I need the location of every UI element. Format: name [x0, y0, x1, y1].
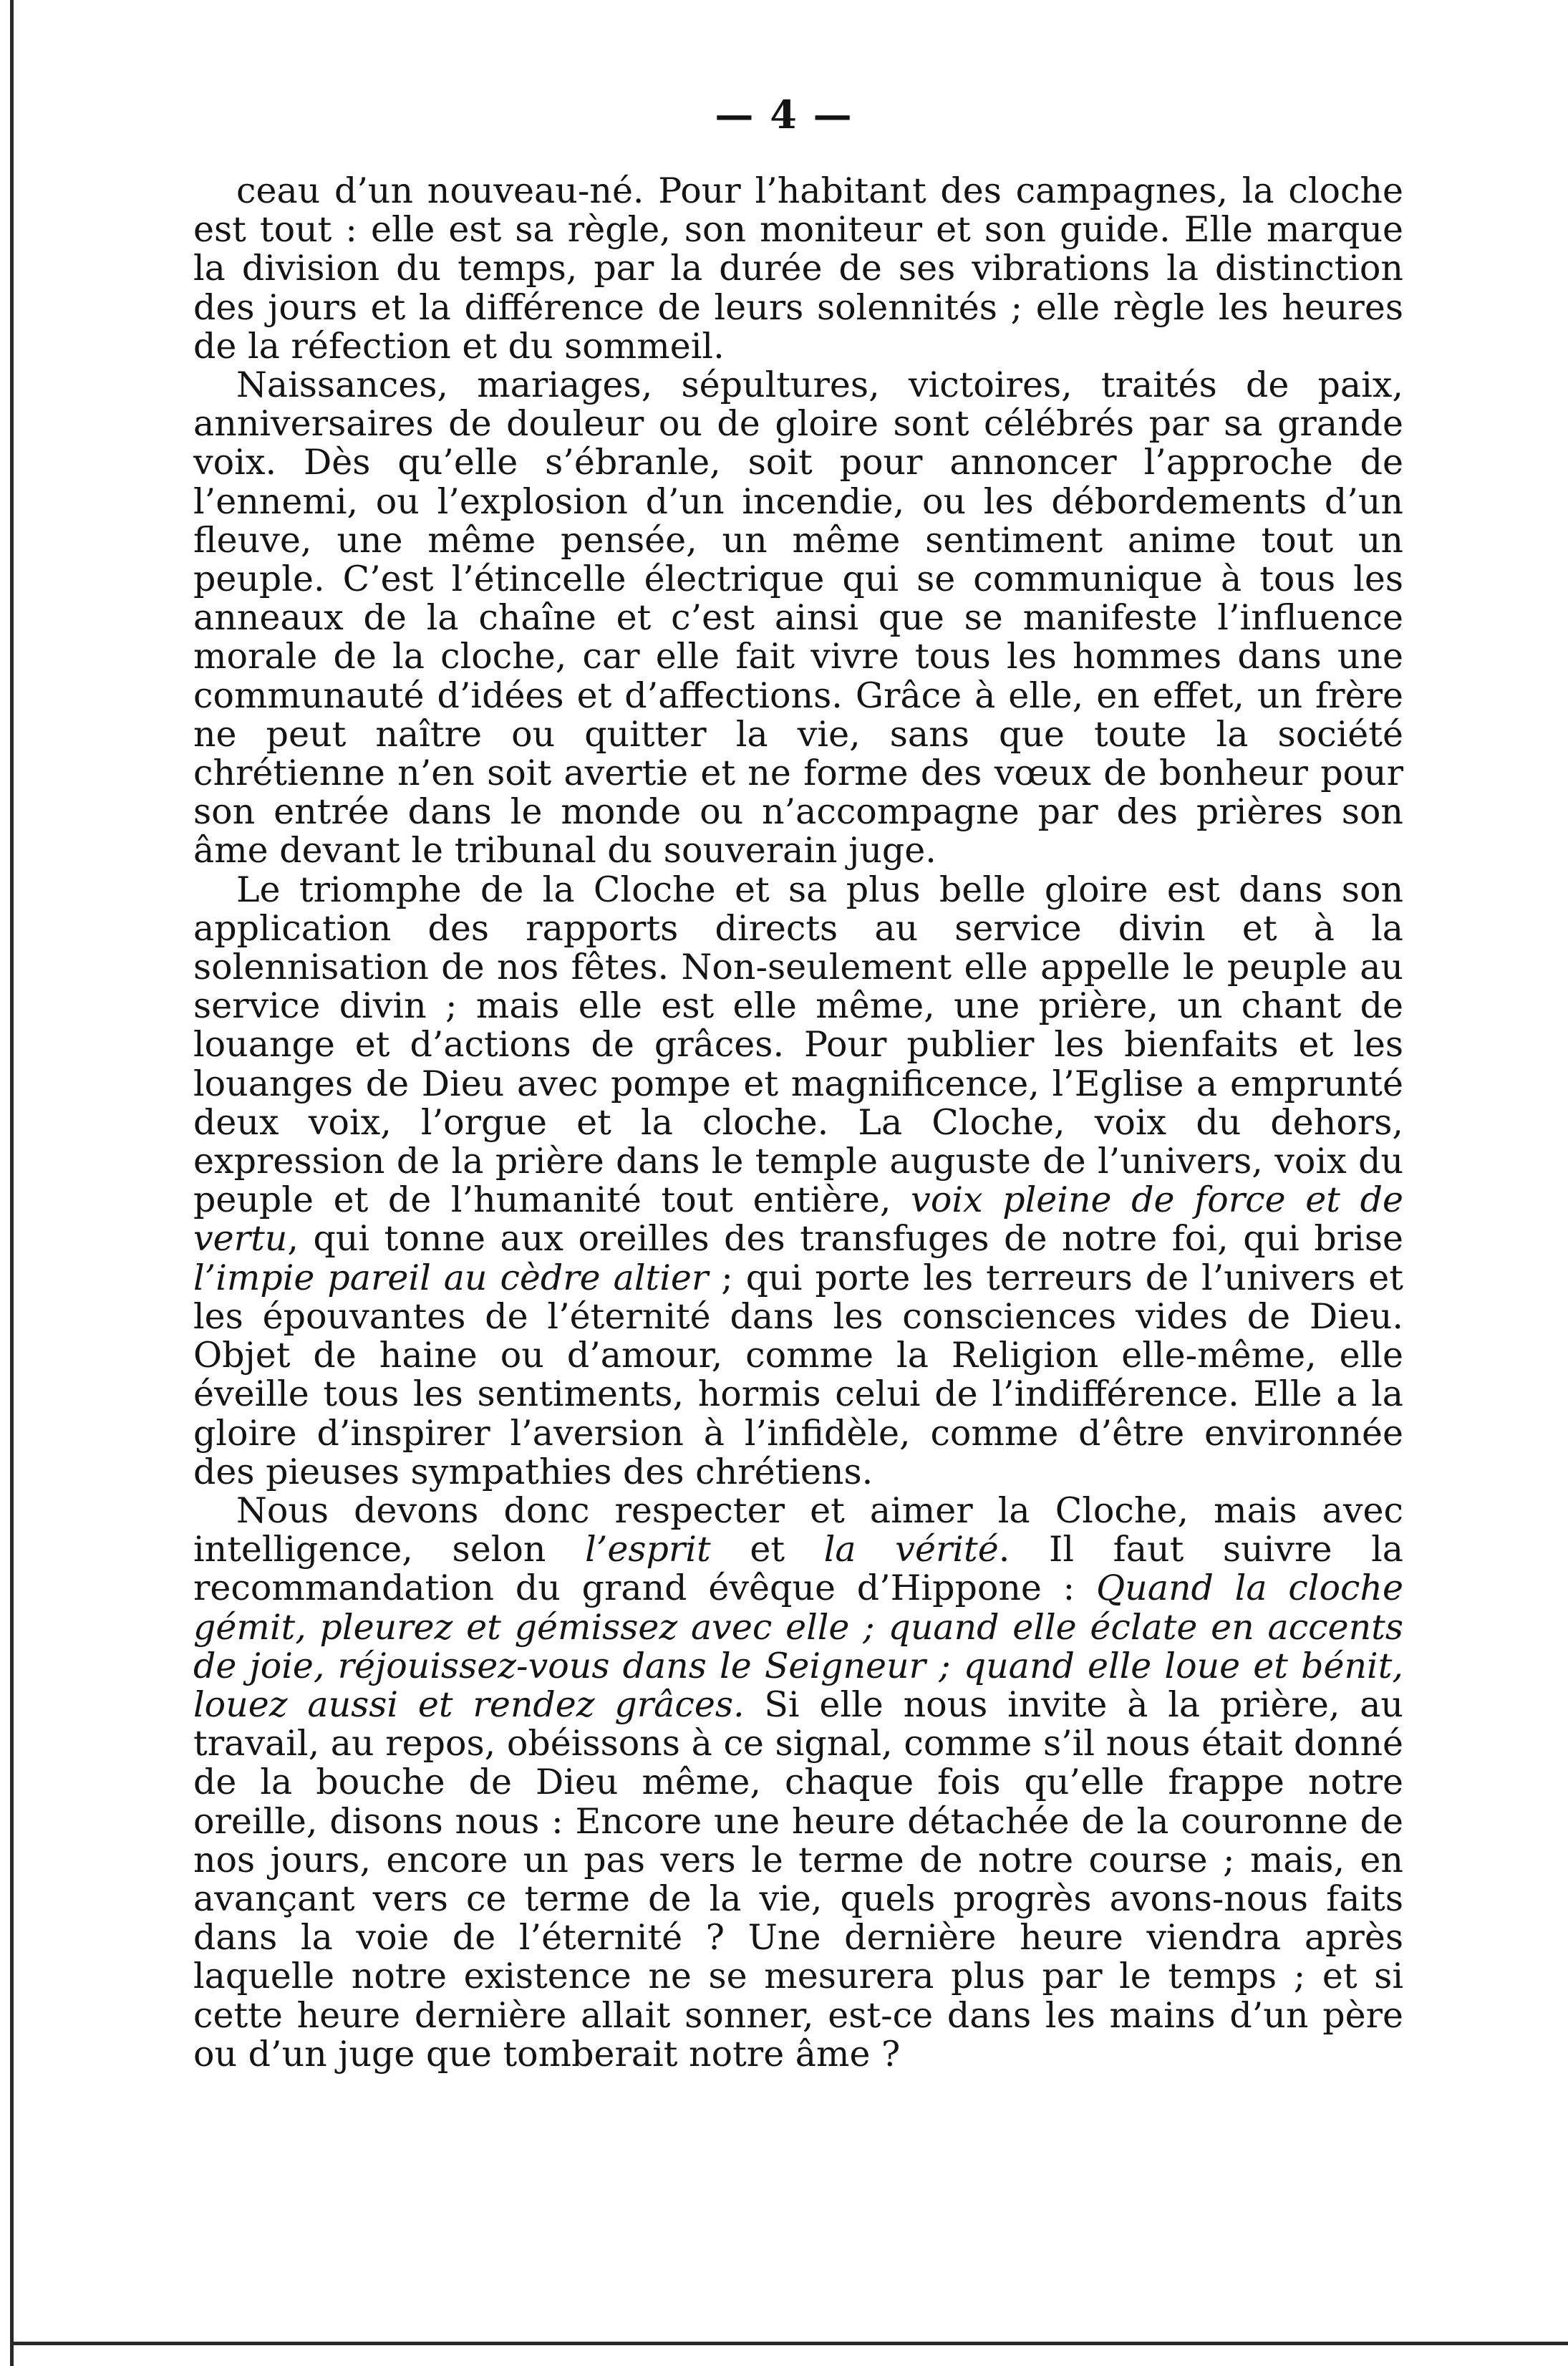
- italic-text-run: la vérité: [823, 1529, 999, 1570]
- paragraph-4: [193, 1489, 1403, 2075]
- text-run: Naissances, mariages, sépultures, victoires, traités de paix, anniversaires de douleur ou de gloire sont célébrés par sa grande voix. Dès qu’elle s’ébranle, soit pour annoncer l’approche de l’ennemi, ou l’explosion d’un incendie, ou les débordements d’un fleuve, une même pensée, un même sentiment anime tout un peuple. C’est l’étincelle électrique qui se communique à tous les anneaux de la chaîne et c’est ainsi que se manifeste l’influence morale de la cloche, car elle fait vivre tous les hommes dans une communauté d’idées et d’affections. Grâce à elle, en effet, un frère ne peut naître ou quitter la vie, sans que toute la société chrétienne n’en soit avertie et ne forme des vœux de bonheur pour son entrée dans le monde ou n’accompagne par des prières son âme devant le tribunal du souverain juge.: [193, 364, 1403, 871]
- text-run: Le triomphe de la Cloche et sa plus belle gloire est dans son application des rapports directs au service divin et à la solennisation de nos fêtes. Non-seulement elle appelle le peuple au service divin ; mais elle est elle même, une prière, un chant de louange et d’actions de grâces. Pour publier les bienfaits et les louanges de Dieu avec pompe et magnificence, l’Eglise a emprunté deux voix, l’orgue et la cloche. La Cloche, voix du dehors, expression de la prière dans le temple auguste de l’univers, voix du peuple et de l’humanité tout entière,: [193, 869, 1403, 1221]
- text-run: , qui tonne aux oreilles des transfuges de notre foi, qui brise: [287, 1218, 1403, 1260]
- text-run: et: [710, 1529, 824, 1570]
- text-run: ceau d’un nouveau-né. Pour l’habitant des campagnes, la cloche est tout : elle est sa règle, son moniteur et son guide. Elle marque la division du temps, par la durée de ses vibrations la distinction des jours et la différence de leurs solennités ; elle règle les heures de la réfection et du sommeil.: [193, 170, 1403, 367]
- text-run: Si elle nous invite à la prière, au travail, au repos, obéissons à ce signal, comme s’il nous était donné de la bouche de Dieu même, chaque fois qu’elle frappe notre oreille, disons nous : Encore une heure détachée de la couronne de nos jours, encore un pas vers le terme de notre course ; mais, en avançant vers ce terme de la vie, quels progrès avons-nous faits dans la voie de l’éternité ? Une dernière heure viendra après laquelle notre existence ne se mesurera plus par le temps ; et si cette heure dernière allait sonner, est-ce dans les mains d’un père ou d’un juge que tomberait notre âme ?: [193, 1684, 1403, 2075]
- page-number: — 4 —: [715, 92, 853, 137]
- paragraph-1: [193, 172, 1403, 366]
- page-edge-bottom: [10, 2342, 1568, 2345]
- paragraph-2: [193, 366, 1403, 871]
- text-run: Nous devons donc respecter et aimer la Cloche, mais avec intelligence, selon: [193, 1489, 1403, 1570]
- paragraph-3: [193, 871, 1403, 1492]
- italic-text-run: l’impie pareil au cèdre altier: [193, 1257, 709, 1298]
- italic-text-run: Quand la cloche gémit, pleurez et gémissez avec elle ; quand elle éclate en accents de joie, réjouissez-vous dans le Seigneur ; quand elle loue et bénit, louez aussi et rendez grâces.: [193, 1568, 1403, 1725]
- text-run: . Il faut suivre la recommandation du grand évêque d’Hippone :: [193, 1529, 1403, 1609]
- page-edge-left: [10, 0, 14, 2366]
- italic-text-run: voix pleine de force et de vertu: [193, 1179, 1403, 1260]
- text-run: ; qui porte les terreurs de l’univers et les épouvantes de l’éternité dans les consciences vides de Dieu. Objet de haine ou d’amour, comme la Religion elle-même, elle éveille tous les sentiments, hormis celui de l’indifférence. Elle a la gloire d’inspirer l’aversion à l’infidèle, comme d’être environnée des pieuses sympathies des chrétiens.: [193, 1257, 1403, 1492]
- text-block: [193, 172, 1403, 2074]
- italic-text-run: l’esprit: [585, 1529, 711, 1570]
